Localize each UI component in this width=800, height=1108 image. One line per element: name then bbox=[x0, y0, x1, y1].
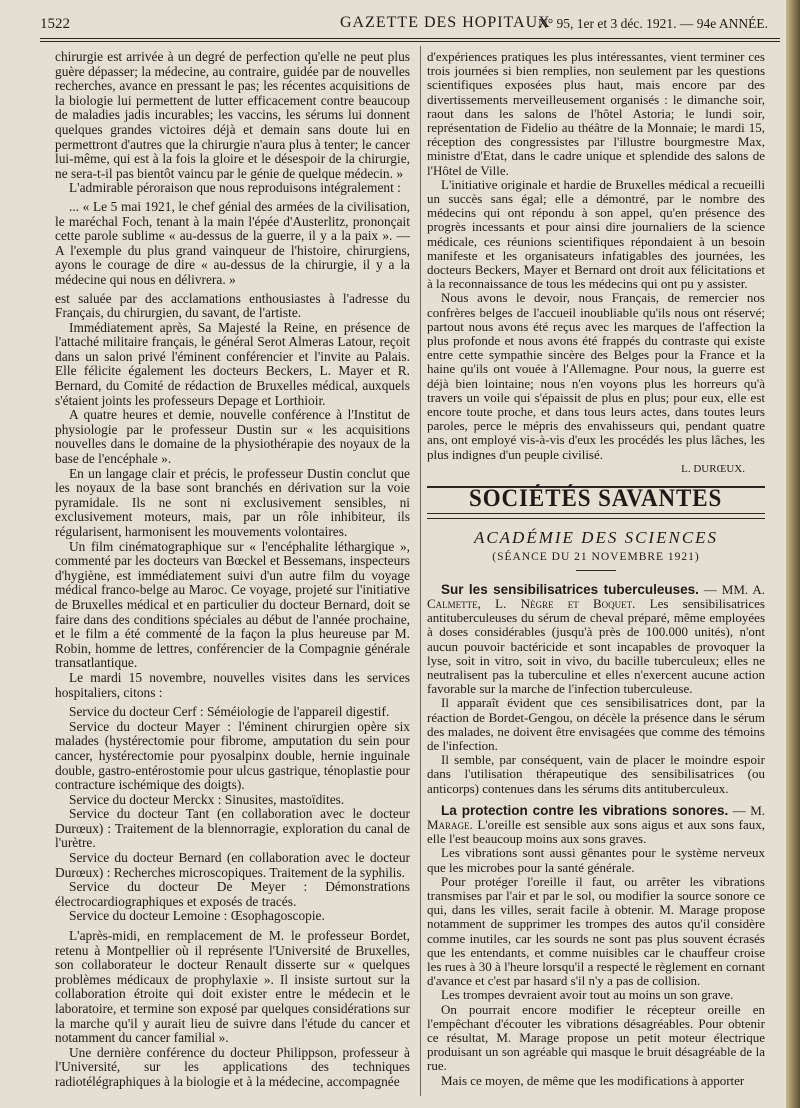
left-column bbox=[55, 50, 410, 1090]
article-paragraph: Les vibrations sont aussi gênantes pour le système nerveux que les microbes pour la santé générale. bbox=[427, 845, 765, 875]
article-title: Sur les sensibilisatrices tuberculeuses. bbox=[441, 581, 699, 597]
article-paragraph: On pourrait encore modifier le récepteur oreille en l'empêchant d'écouter les vibrations désagréables. Pour obtenir ce résultat, M. Marage propose un petit moteur électrique produisant un son agréable qui masque le bruit désagréable de la rue. bbox=[427, 1001, 765, 1074]
article-title: La protection contre les vibrations sonores. bbox=[441, 802, 729, 818]
paragraph: L'initiative originale et hardie de Bruxelles médical a recueilli un succès sans égal; elle a démontré, par le nombre des médecins qui ont répondu à son appel, qu'en présence des progrès incessants et pour ainsi dire journaliers de la science médicale, ces réunions scientifiques répondaient à un besoin manifeste et les organisateurs infatigables des journées, les docteurs Beckers, Mayer et Bernard ont droit aux félicitations et à la reconnaissance de tous les médecins qui ont pu y assister. bbox=[427, 176, 765, 292]
header-rule-thin bbox=[40, 41, 780, 42]
page-number: 1522 bbox=[40, 16, 70, 32]
signature: L. DURŒUX. bbox=[681, 462, 745, 475]
article-paragraph: Pour protéger l'oreille il faut, ou arrêter les vibrations transmises par l'air et par le sol, ou modifier la source sonore ce qui, dans les villes, serait facile à obtenir. M. Marage propose notamment de supprimer les trompes des autos qu'il considère comme inutiles, car les sourds ne sont pas plus souvent écrasés que les entendants, et comme nuisibles car le chauffeur croise les rues à 30 à l'heure lorsqu'il a respecté le règlement en cornant d'avance et c'est par hasard s'il n'y a pas de collision. bbox=[427, 873, 765, 989]
paragraph: Un film cinématographique sur « l'encéphalite léthargique », commenté par les docteurs van Bœckel et Bessemans, inspecteurs d'hygiène, est immédiatement suivi d'un autre film du voyage médical franco-belge au Maroc. Ce voyage, projeté sur l'initiative de Bruxelles médical et en particulier du docteur Bernard, doit se faire dans des conditions spéciales au début de l'année prochaine, et le film a été commenté de la façon la plus heureuse par M. Robin, homme de lettres, conférencier de la Compagnie générale transatlantique. bbox=[55, 538, 410, 671]
paragraph: L'admirable péroraison que nous reproduisons intégralement : bbox=[69, 180, 401, 196]
article-vibrations bbox=[427, 804, 765, 1088]
article-paragraph: Les trompes devraient avoir tout au moins un son grave. bbox=[441, 987, 734, 1003]
paragraph: est saluée par des acclamations enthousiastes à l'adresse du Français, du chirurgien, du savant, de l'artiste. bbox=[55, 290, 410, 321]
academy-title: ACADÉMIE DES SCIENCES bbox=[473, 528, 719, 548]
paragraph: A quatre heures et demie, nouvelle conférence à l'Institut de physiologie par le professeur Dustin sur « les acquisitions nouvelles dans le domaine de la physiothérapie des noyaux de la base de l'encéphale ». bbox=[55, 407, 410, 467]
paragraph: Le mardi 15 novembre, nouvelles visites dans les services hospitaliers, citons : bbox=[55, 669, 410, 700]
paragraph: Service du docteur Mayer : l'éminent chirurgien opère six malades (hystérectomie pour fibrome, amputation du sein pour cancer, hystérectomie pour pyosalpinx double, hernie inguinale double, gastro-entérostomie pour ulcus gastrique, ténoplastie pour contracture ischémique des doigts). bbox=[55, 718, 410, 793]
paragraph: Service du docteur Merckx : Sinusites, mastoïdites. bbox=[69, 791, 345, 807]
page-edge-shadow bbox=[786, 0, 800, 1108]
article-sensibilisatrices bbox=[427, 583, 765, 796]
section-title: SOCIÉTÉS SAVANTES bbox=[469, 485, 723, 513]
paragraph: Nous avons le devoir, nous Français, de remercier nos confrères belges de l'accueil inoubliable qu'ils nous ont réservé; partout nous avons été reçus avec les marques de l'affection la plus profonde et nous avons été frappés du contraste qui existe entre cette sympathie sincère des Belges pour la France et la haine qu'ils ont vouée à l'Allemagne. Pour nous, la guerre est déjà bien lointaine; nous n'en voyons plus les horreurs qu'à travers un voile qui s'épaissit de plus en plus; pour eux, elle est encore toute proche, et dans tous leurs actes, dans toutes leurs paroles, perce le mépris des envahisseurs qui, pendant quatre ans, ont employé vis-à-vis d'eux les procédés les plus lâches, les plus indignes d'un peuple civilisé. bbox=[427, 290, 765, 462]
paragraph: Service du docteur De Meyer : Démonstrations électrocardiographiques et exposés de tracés. bbox=[55, 879, 410, 909]
paragraph: L'après-midi, en remplacement de M. le professeur Bordet, retenu à Montpellier où il représente l'Université de Bruxelles, son collaborateur le docteur Renault disserte sur « quelques problèmes médicaux de prophylaxie ». Il insiste surtout sur la collaboration étroite qui doit exister entre le médecin et le laboratoire, et termine son exposé par quelques considérations sur la marche qu'il y aurait lieu de suivre dans l'étude du cancer et notamment du cancer familial ». bbox=[55, 928, 410, 1046]
header-rule bbox=[40, 38, 780, 39]
paragraph: Service du docteur Tant (en collaboration avec le docteur Durœux) : Traitement de la blennorragie, exploration du canal de l'urètre. bbox=[55, 806, 410, 851]
page-header bbox=[40, 14, 780, 40]
column-divider bbox=[420, 46, 421, 1096]
article-authors: — M. Marage. bbox=[427, 802, 766, 832]
paragraph: chirurgie est arrivée à un degré de perfection qu'elle ne peut plus guère dépasser; la médecine, au contraire, guidée par de nouvelles recherches, avance en pressant le pas; les récentes acquisitions de la biologie lui permettent de lutter efficacement contre beaucoup de maladies jadis incurables; les vaccins, les sérums lui donnent quelques grandes victoires déjà et demain sans doute lui en permettront d'autres que la chirurgie n'aura plus à tenter; le cancer lui-même, qui est à la fois la gloire et le désespoir de la chirurgie, ne sera-t-il pas bientôt vaincu par le génie de quelque médecin. » bbox=[55, 49, 410, 181]
session-date: (SÉANCE DU 21 NOVEMBRE 1921) bbox=[492, 550, 700, 563]
right-column bbox=[427, 50, 765, 1088]
paragraph: En un langage clair et précis, le professeur Dustin conclut que les noyaux de la base sont branchés en dérivation sur la voie pyramidale. Ils ne sont ni exclusivement sensibles, ni exclusivement moteurs, mais, par un rôle inhibiteur, ils régularisent, harmonisent les mouvements volontaires. bbox=[55, 465, 410, 539]
article-paragraph: L'oreille est sensible aux sons aigus et aux sons faux, elle l'est beaucoup moins aux sons graves. bbox=[427, 816, 765, 847]
paragraph: ... « Le 5 mai 1921, le chef génial des armées de la civilisation, le maréchal Foch, tenant à la main l'épée d'Austerlitz, prononçait cette parole sublime « au-dessus de la guerre, il y a la paix ». — A l'exemple du plus grand vainqueur de l'histoire, chirurgiens, ayons le courage de dire « au-dessus de la chirurgie, il y a la médecine qui nous en délivrera. » bbox=[55, 198, 410, 287]
paragraph: Immédiatement après, Sa Majesté la Reine, en présence de l'attaché militaire français, le général Serot Almeras Latour, reçoit dans un salon privé l'éminent conférencier et l'invite au Palais. Elle félicite également les docteurs Beckers, L. Mayer et R. Bernard, du Comité de rédaction de Bruxelles médical, auxquels s'étaient joints les professeurs Depage et Lorthioir. bbox=[55, 319, 410, 408]
article-paragraph: Les sensibilisatrices antituberculeuses du sérum de cheval préparé, même employées à doses considérables (jusqu'à près de 100.000 unités), n'ont aucun pouvoir bactéricide et sont incapables de provoquer la lyse, soit in vitro, soit in vivo, du bacille tuberculeux; elles ne neutralisent pas la tuberculine et elles n'exercent aucune action favorable sur la marche de l'infection tuberculeuse. bbox=[427, 595, 765, 697]
paragraph: Service du docteur Lemoine : Œsophagoscopie. bbox=[69, 908, 325, 924]
issue-info: N° 95, 1er et 3 déc. 1921. — 94e ANNÉE. bbox=[538, 16, 768, 31]
section-rule bbox=[427, 518, 765, 519]
section-header bbox=[427, 486, 765, 514]
right-column-top bbox=[427, 50, 765, 462]
journal-title: GAZETTE DES HOPITAUX bbox=[340, 14, 551, 31]
paragraph: Une dernière conférence du docteur Philippson, professeur à l'Université, sur les applications des techniques radiotélégraphiques à la biologie et à la médecine, accompagnée bbox=[55, 1044, 410, 1089]
short-rule bbox=[576, 570, 616, 571]
paragraph: Service du docteur Cerf : Séméiologie de l'appareil digestif. bbox=[69, 704, 390, 720]
signature-line bbox=[427, 462, 765, 476]
article-paragraph: Il semble, par conséquent, vain de placer le moindre espoir dans l'utilisation thérapeutique des sensibilisatrices (ou anticorps) contenues dans les sérums dits antituberculeux. bbox=[427, 752, 765, 796]
paragraph: Service du docteur Bernard (en collaboration avec le docteur Durœux) : Recherches microscopiques. Traitement de la syphilis. bbox=[55, 850, 410, 880]
paragraph: d'expériences pratiques les plus intéressantes, vient terminer ces trois journées si bien remplies, non seulement par les questions scientifiques exposées plus haut, mais encore par des divertissements merveilleusement organisés : le dimanche soir, raout dans les salons de l'hôtel Astoria; le lundi soir, représentation de Fidelio au théâtre de la Monnaie; le mardi 15, réception des congressistes par l'illustre bourgmestre Max, ministre d'Etat, dans le cadre unique et splendide des salons de l'Hôtel de Ville. bbox=[427, 49, 765, 178]
article-authors: — MM. A. Calmette, L. Nègre et Boquet. bbox=[427, 581, 766, 611]
article-paragraph: Il apparaît évident que ces sensibilisatrices dont, par la réaction de Bordet-Gengou, on décèle la présence dans le sérum des malades, ne doivent être envisagées que comme des témoins de l'infection. bbox=[427, 695, 765, 753]
article-paragraph: Mais ce moyen, de même que les modifications à apporter bbox=[441, 1072, 745, 1088]
